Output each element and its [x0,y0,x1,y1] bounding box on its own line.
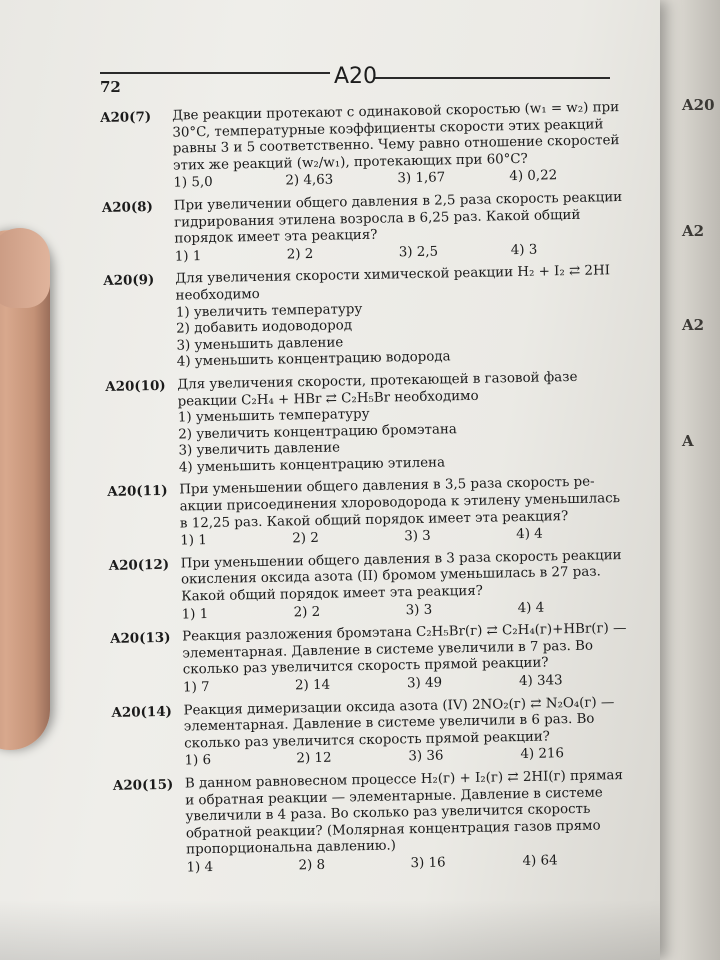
problem-id: A20(15) [112,776,174,794]
header-rule [375,77,610,79]
answer-option: 3) 16 [410,855,446,872]
answer-option: 2) 12 [296,751,332,767]
thumb-tip [0,228,50,308]
answer-option: 3) 1,67 [397,170,446,187]
statement-line: этих же реакций (w₂/w₁), протекающих при 60°C? [172,151,528,174]
answer-option: 2) увеличить концентрацию бромэтана [178,421,457,443]
answer-option: 1) 1 [174,248,202,265]
answer-option: 1) 4 [186,859,214,876]
problem [107,474,648,552]
statement-line: равны 3 и 5 соответственно. Чему равно отношение скоростей [172,133,620,157]
statement-line: в 12,25 раз. Какой общий порядок имеет эта реакция? [179,508,569,532]
problem [111,694,652,772]
problem-id: A20(7) [100,109,152,126]
problem-id: A20(14) [111,703,173,721]
problem-id: A20(13) [110,629,171,648]
problem-id: A20(11) [107,483,168,501]
answer-option: 4) 216 [520,746,565,763]
answer-option: 2) 2 [292,531,319,547]
statement-line: При уменьшении общего давления в 3,5 раза скорость ре- [179,475,595,499]
answer-option: 2) добавить иодоводород [176,318,353,337]
problem [110,621,651,699]
answer-options [176,296,645,371]
answer-option: 4) 64 [522,853,558,869]
statement-line: В данном равновесном процессе H₂(г) + I₂(г) ⇄ 2HI(г) прямая [184,768,624,792]
problem-id: A20(9) [103,272,155,290]
statement-line: элементарная. Давление в системе увеличили в 6 раз. Во [183,711,595,735]
answer-option: 2) 2 [286,246,314,263]
statement-line: окисления оксида азота (II) бромом уменьшилась в 27 раз. [180,564,601,588]
statement-line: элементарная. Давление в системе увеличили в 7 раз. Во [182,638,594,662]
answer-option: 1) 5,0 [173,175,213,191]
answer-option: 4) 4 [516,526,543,543]
next-page-text: A2 [682,222,705,240]
statement-line: Для увеличения скорости химической реакции H₂ + I₂ ⇄ 2HI [175,263,611,287]
statement-line: и обратная реакции — элементарные. Давление в системе [185,785,603,809]
problem [113,767,655,878]
statement-line: Реакция димеризации оксида азота (IV) 2NO₂(г) ⇄ N₂O₄(г) — [183,694,615,719]
statement-line: При уменьшении общего давления в 3 раза скорость реакции [180,547,622,572]
answer-option: 4) 343 [518,673,563,690]
problem [102,190,643,268]
next-page-text: A [682,432,694,450]
header-rule [100,72,330,74]
statement-line: Какой общий порядок имеет эта реакция? [181,583,484,605]
answer-option: 4) 4 [517,600,545,616]
statement-line: сколько раз увеличится скорость прямой реакции? [184,729,551,752]
statement-line: 30°C, температурные коэффициенты скорости этих реакций [172,116,604,141]
answer-option: 3) 2,5 [398,244,439,261]
answer-option: 2) 14 [294,677,331,694]
problem-statement [179,474,648,533]
problem [100,100,642,194]
statement-line: реакции C₂H₄ + HBr ⇄ C₂H₅Br необходимо [177,388,479,410]
answer-option: 1) 1 [181,606,209,623]
answer-option: 4) 0,22 [509,168,558,185]
answer-option: 1) 6 [184,753,212,769]
problem-id: A20(10) [105,377,166,395]
answer-option: 4) уменьшить концентрацию этилена [178,455,446,476]
problem-statement [183,694,652,753]
statement-line: Реакция разложения бромэтана C₂H₅Br(г) ⇄ C₂H₄(г)+HBr(г) — [181,621,627,645]
answer-option: 3) 36 [408,748,444,765]
answer-option: 1) уменьшить температуру [177,406,370,426]
answer-option: 3) 3 [404,528,431,545]
statement-line: необходимо [175,286,260,304]
answer-option: 3) уменьшить давление [176,335,344,354]
next-page-text: A2 [682,316,705,334]
statement-line: Две реакции протекают с одинаковой скоростью (w₁ = w₂) при [171,100,620,124]
thumb [0,230,50,750]
statement-line: акции присоединения хлороводорода к этилену уменьшилась [179,491,621,515]
answer-option: 1) 7 [182,680,210,696]
answer-option: 3) 49 [406,675,443,692]
page-title: A20 [334,64,378,89]
answer-option: 1) 1 [180,533,207,549]
answer-option: 3) увеличить давление [178,440,341,459]
answer-option: 4) уменьшить концентрацию водорода [176,349,451,370]
problem-id: A20(8) [101,198,154,216]
problem [109,547,650,625]
answer-option: 3) 3 [405,602,433,618]
statement-line: обратной реакции? (Молярная концентрация газов прямо [185,818,601,842]
page-shadow [0,900,660,960]
statement-line: пропорциональна давлению.) [186,838,397,858]
answer-option: 2) 2 [293,604,321,620]
statement-line: При увеличении общего давления в 2,5 раза скорость реакции [173,189,623,214]
problem-statement [181,547,650,606]
answer-option: 1) увеличить температуру [175,301,363,321]
answer-option: 2) 4,63 [285,172,334,189]
page-number: 72 [100,78,121,96]
problem-statement [174,190,643,249]
next-page-edge [660,0,720,960]
statement-line: увеличили в 4 раза. Во сколько раз увеличится скорость [185,801,591,825]
problem-statement [185,767,655,859]
statement-line: порядок имеет эта реакция? [174,227,378,247]
problem-id: A20(12) [108,556,170,574]
statement-line: сколько раз увеличится скорость прямой реакции? [182,655,549,678]
answer-option: 4) 3 [510,242,538,258]
problem-list [100,100,655,885]
problem [105,368,647,478]
problem-statement [182,621,651,680]
problem-statement [172,100,641,175]
answer-options [178,402,647,477]
statement-line: гидрирования этилена возросла в 6,25 раз. Какой общий [174,207,581,231]
answer-option: 2) 8 [298,857,326,874]
problem [103,263,645,373]
next-page-text: A20 [682,96,715,114]
statement-line: Для увеличения скорости, протекающей в газовой фазе [177,369,578,393]
